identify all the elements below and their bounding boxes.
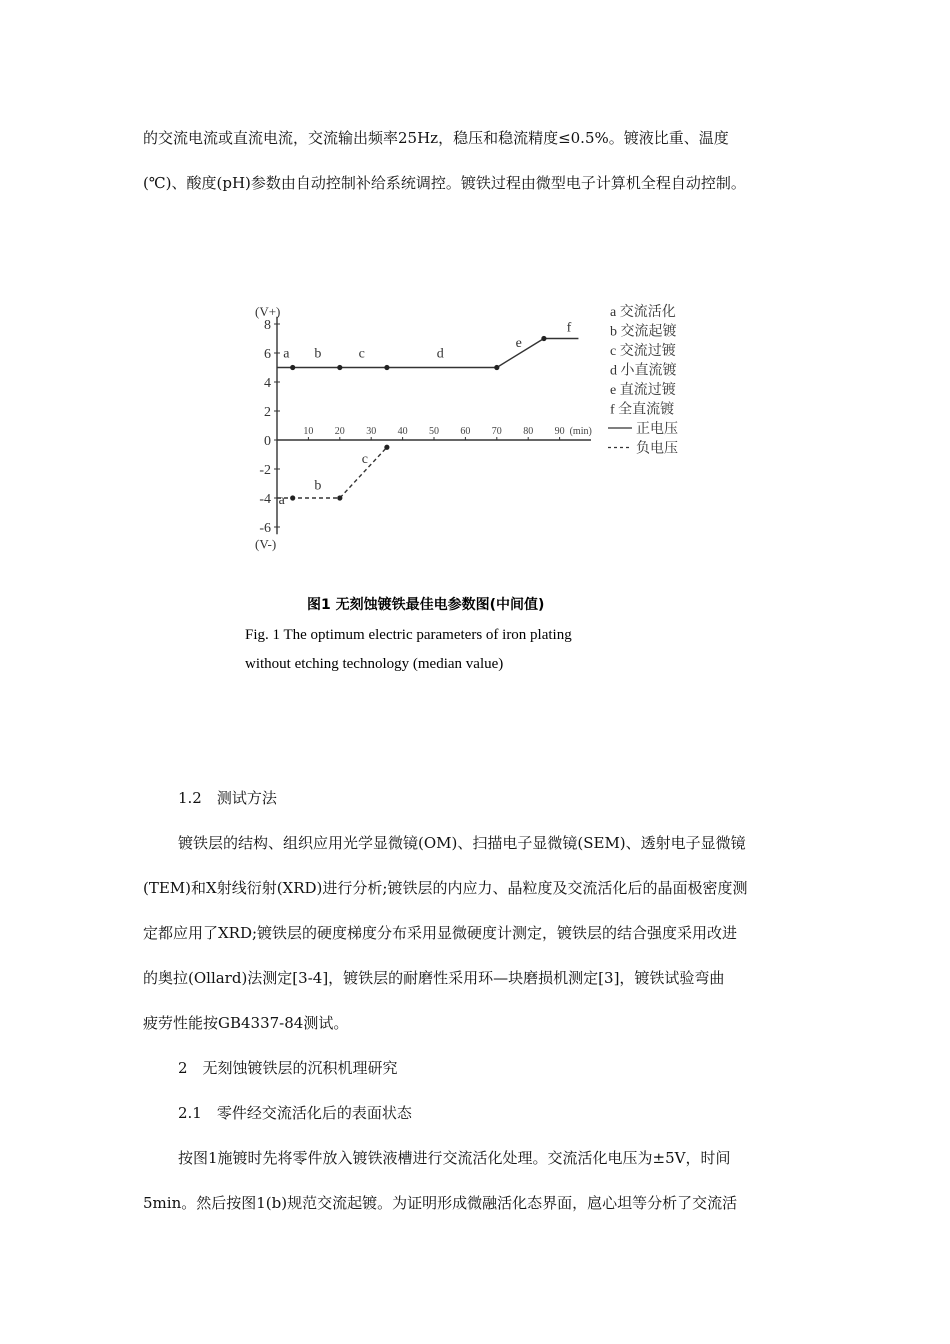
x-tick-label: 90: [554, 426, 565, 437]
legend-entry: b 交流起镀: [610, 324, 677, 340]
y-tick-label: 8: [264, 318, 271, 333]
legend-entry: c 交流过镀: [610, 344, 676, 359]
x-tick-label: 20: [334, 426, 345, 437]
x-tick-label: 10: [303, 426, 314, 437]
data-point: [290, 365, 295, 370]
x-tick-label: 60: [460, 426, 471, 437]
point-label: a: [278, 492, 285, 508]
legend-entry: 正电压: [636, 422, 678, 437]
chart-svg: [240, 282, 710, 682]
paragraph-line: 定都应用了XRD;镀铁层的硬度梯度分布采用显微硬度计测定，镀铁层的结合强度采用改进: [143, 924, 738, 942]
x-tick-label: 50: [429, 426, 439, 437]
data-point: [337, 365, 342, 370]
y-tick-label: 0: [264, 434, 271, 449]
y-tick-label: -4: [259, 492, 271, 507]
series-line: [277, 447, 387, 498]
y-axis-bottom-label: (V-): [255, 536, 277, 552]
section-heading-2: 2 无刻蚀镀铁层的沉积机理研究: [178, 1059, 398, 1077]
point-label: d: [436, 346, 444, 362]
data-point: [541, 336, 546, 341]
paragraph-line: 的交流电流或直流电流，交流输出频率25Hz，稳压和稳流精度≤0.5%。镀液比重、温度: [143, 129, 729, 147]
series-line: [277, 339, 578, 368]
y-tick-label: -6: [259, 521, 271, 536]
x-tick-label: 40: [397, 426, 408, 437]
data-point: [494, 365, 499, 370]
y-tick-label: 6: [264, 347, 271, 362]
caption-en-line2: without etching technology (median value): [245, 656, 504, 672]
y-tick-label: 4: [264, 376, 271, 391]
paragraph-line: 按图1施镀时先将零件放入镀铁液槽进行交流活化处理。交流活化电压为±5V，时间: [178, 1149, 731, 1167]
legend-entry: 负电压: [636, 441, 678, 457]
x-tick-label: 70: [491, 426, 502, 437]
paragraph-line: 5min。然后按图1(b)规范交流起镀。为证明形成微融活化态界面，扈心坦等分析了交流活: [143, 1194, 738, 1212]
caption-en-line1: Fig. 1 The optimum electric parameters of iron plating: [245, 627, 572, 643]
x-tick-label: 30: [366, 426, 377, 437]
y-tick-label: -2: [259, 463, 271, 478]
point-label: b: [314, 346, 322, 362]
legend-entry: f 全直流镀: [610, 402, 675, 418]
legend-entry: d 小直流镀: [610, 363, 677, 379]
paragraph-line: 镀铁层的结构、组织应用光学显微镜(OM)、扫描电子显微镜(SEM)、透射电子显微镜: [178, 834, 746, 852]
legend-entry: e 直流过镀: [610, 383, 676, 398]
data-point: [337, 495, 342, 500]
paragraph-line: (℃)、酸度(pH)参数由自动控制补给系统调控。镀铁过程由微型电子计算机全程自动控制。: [143, 174, 746, 192]
caption-cn: 图1 无刻蚀镀铁最佳电参数图(中间值): [307, 597, 545, 613]
data-point: [384, 365, 389, 370]
point-label: b: [314, 478, 322, 494]
point-label: c: [361, 452, 369, 468]
y-tick-label: 2: [264, 405, 271, 420]
section-heading-1-2: 1.2 测试方法: [178, 789, 277, 807]
legend-entry: a 交流活化: [610, 305, 676, 320]
point-label: e: [515, 336, 522, 352]
point-label: f: [566, 320, 572, 336]
point-label: a: [283, 346, 290, 362]
x-tick-label: 80: [523, 426, 534, 437]
y-axis-top-label: (V+): [255, 303, 281, 319]
x-unit-label: (min): [569, 426, 592, 437]
data-point: [290, 495, 295, 500]
point-label: c: [358, 346, 365, 362]
figure-1: [240, 282, 710, 682]
section-heading-2-1: 2.1 零件经交流活化后的表面状态: [178, 1104, 412, 1122]
paragraph-line: 疲劳性能按GB4337-84测试。: [143, 1014, 349, 1032]
paragraph-line: 的奥拉(Ollard)法测定[3-4]，镀铁层的耐磨性采用环—块磨损机测定[3]，镀铁试验弯曲: [143, 969, 725, 987]
data-point: [384, 445, 389, 450]
paragraph-line: (TEM)和X射线衍射(XRD)进行分析;镀铁层的内应力、晶粒度及交流活化后的晶面极密度测: [143, 879, 748, 897]
